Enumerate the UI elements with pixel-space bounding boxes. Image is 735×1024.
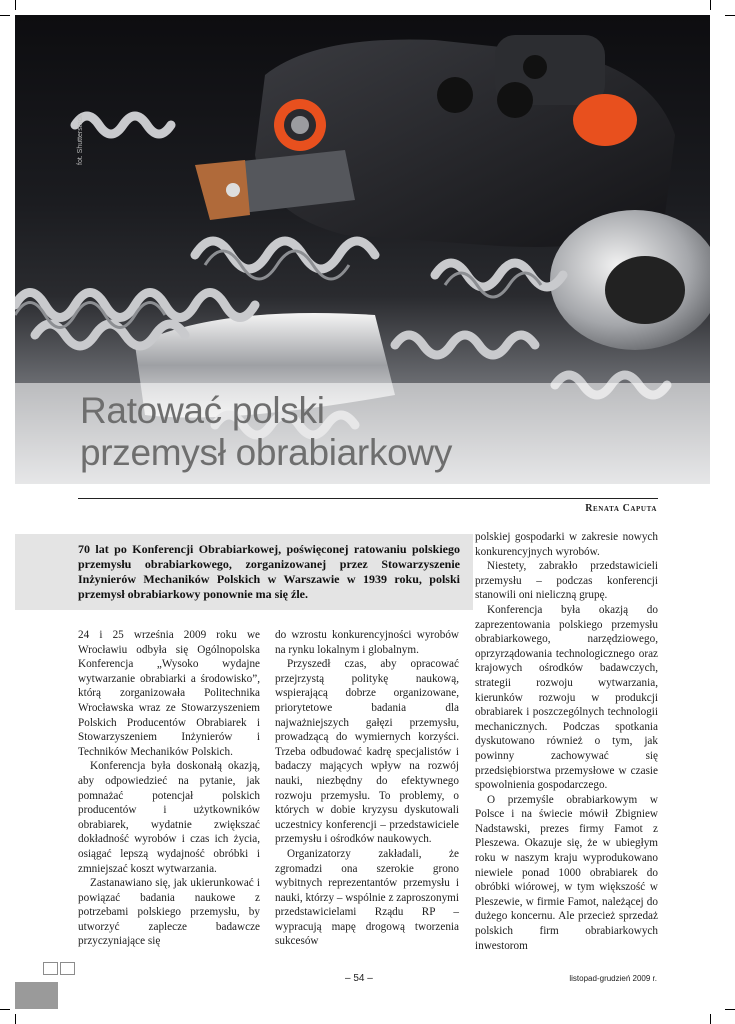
text-column-2 — [275, 628, 459, 949]
header-rule — [78, 498, 658, 499]
title-line-1: Ratować polski — [80, 390, 325, 431]
paragraph: polskiej gospodarki w zakresie nowych konkurencyjnych wyrobów. — [475, 531, 658, 558]
square-icon — [60, 962, 75, 975]
paragraph: Zastanawiano się, jak ukierunkować i powiązać badania naukowe z potrzebami polskiego przemysłu, by utworzyć zaplecze badawcze przyczyniające się — [78, 877, 260, 948]
issue-date: listopad-grudzień 2009 r. — [569, 974, 657, 983]
paragraph: Niestety, zabrakło przedstawicieli przemysłu – podczas konferencji stanowili oni nieliczną grupę. — [475, 560, 658, 602]
footer-block — [15, 982, 58, 1009]
article-title — [80, 390, 640, 474]
paragraph: O przemyśle obrabiarkowym w Polsce i na świecie mówił Zbigniew Nadstawski, prezes firmy Famot z Pleszewa. Okazuje się, że w ubiegłym roku w naszym kraju wyprodukowano niewiele ponad 1000 obrabiarek do obróbki wiórowej, w tym większość w Pleszewie, w firmie Famot, należącej do dużego koncernu. Ale przecież sprzedaż polskich firm obrabiarkowych inwestorom — [475, 793, 658, 952]
paragraph: do wzrostu konkurencyjności wyrobów na rynku lokalnym i globalnym. — [275, 629, 459, 656]
square-icon — [43, 962, 58, 975]
page-number: – 54 – — [345, 973, 373, 984]
text-column-1 — [78, 628, 260, 949]
paragraph: Przyszedł czas, aby opracować przejrzystą politykę naukową, wspierającą dobrze organizowane, priorytetowe badania dla najważniejszych gałęzi przemysłu, prowadzącą do wymiernych korzyści. Trzeba odbudować kadrę specjalistów i badaczy mających wpływ na rozwój nauki, niezbędny do efektywnego rozwoju przemysłu. To problemy, o których w dobie kryzysu dyskutowali uczestnicy konferencji – przedstawiciele przemysłu i ośrodków naukowych. — [275, 658, 459, 846]
crop-mark — [725, 1009, 735, 1010]
photo-credit: fot. Shutterstock — [77, 114, 84, 165]
footer-squares — [43, 962, 77, 980]
text-column-3 — [475, 530, 658, 953]
title-line-2: przemysł obrabiarkowy — [80, 432, 453, 473]
crop-mark — [0, 1009, 10, 1010]
crop-mark — [15, 1014, 16, 1024]
paragraph: Konferencja była doskonałą okazją, aby odpowiedzieć na pytanie, jak pomnażać potencjał polskich producentów i użytkowników obrabiarek, wydatnie zwiększać dokładność wyrobów i czas ich życia, osiągać lepszą wydajność obróbki i zmniejszać koszt wytwarzania. — [78, 760, 260, 875]
lead-paragraph: 70 lat po Konferencji Obrabiarkowej, poświęconej ratowaniu polskiego przemysłu obrabiarkowego, zorganizowanej przez Stowarzyszenie Inżynierów Mechaników Polskich w Warszawie w 1939 roku, polski przemysł obrabiarkowy ponownie ma się źle. — [78, 542, 460, 601]
crop-mark — [0, 15, 10, 16]
paragraph: 24 i 25 września 2009 roku we Wrocławiu odbyła się Ogólnopolska Konferencja „Wysoko wydajne wytwarzanie obrabiarki a środowisko”, którą zorganizowała Politechnika Wrocławska wraz ze Stowarzyszeniem Polskich Producentów Obrabiarek i Stowarzyszeniem Inżynierów i Techników Mechaników Polskich. — [78, 629, 260, 758]
paragraph: Konferencja była okazją do zaprezentowania polskiego przemysłu obrabiarkowego, narzędziowego, oprzyrządowania technologicznego oraz krajowych ośrodków badawczych, strategii rozwoju wytwarzania, kierunków rozwoju w produkcji obrabiarek i poszczególnych technologii mechanicznych. Podczas spotkania dyskutowano również o tym, jak powinny zachowywać się przedsiębiorstwa przemysłowe w czasie spowolnienia gospodarczego. — [475, 603, 658, 792]
crop-mark — [710, 0, 711, 10]
paragraph: Organizatorzy zakładali, że zgromadzi ona szerokie grono wybitnych reprezentantów przemysłu i nauki, którzy – wspólnie z zaproszonymi przedstawicielami Rządu RP – wypracują mapę drogową tworzenia sukcesów — [275, 847, 459, 948]
crop-mark — [15, 0, 16, 10]
author-byline: Renata Caputa — [585, 503, 657, 514]
crop-mark — [710, 1014, 711, 1024]
crop-mark — [725, 15, 735, 16]
